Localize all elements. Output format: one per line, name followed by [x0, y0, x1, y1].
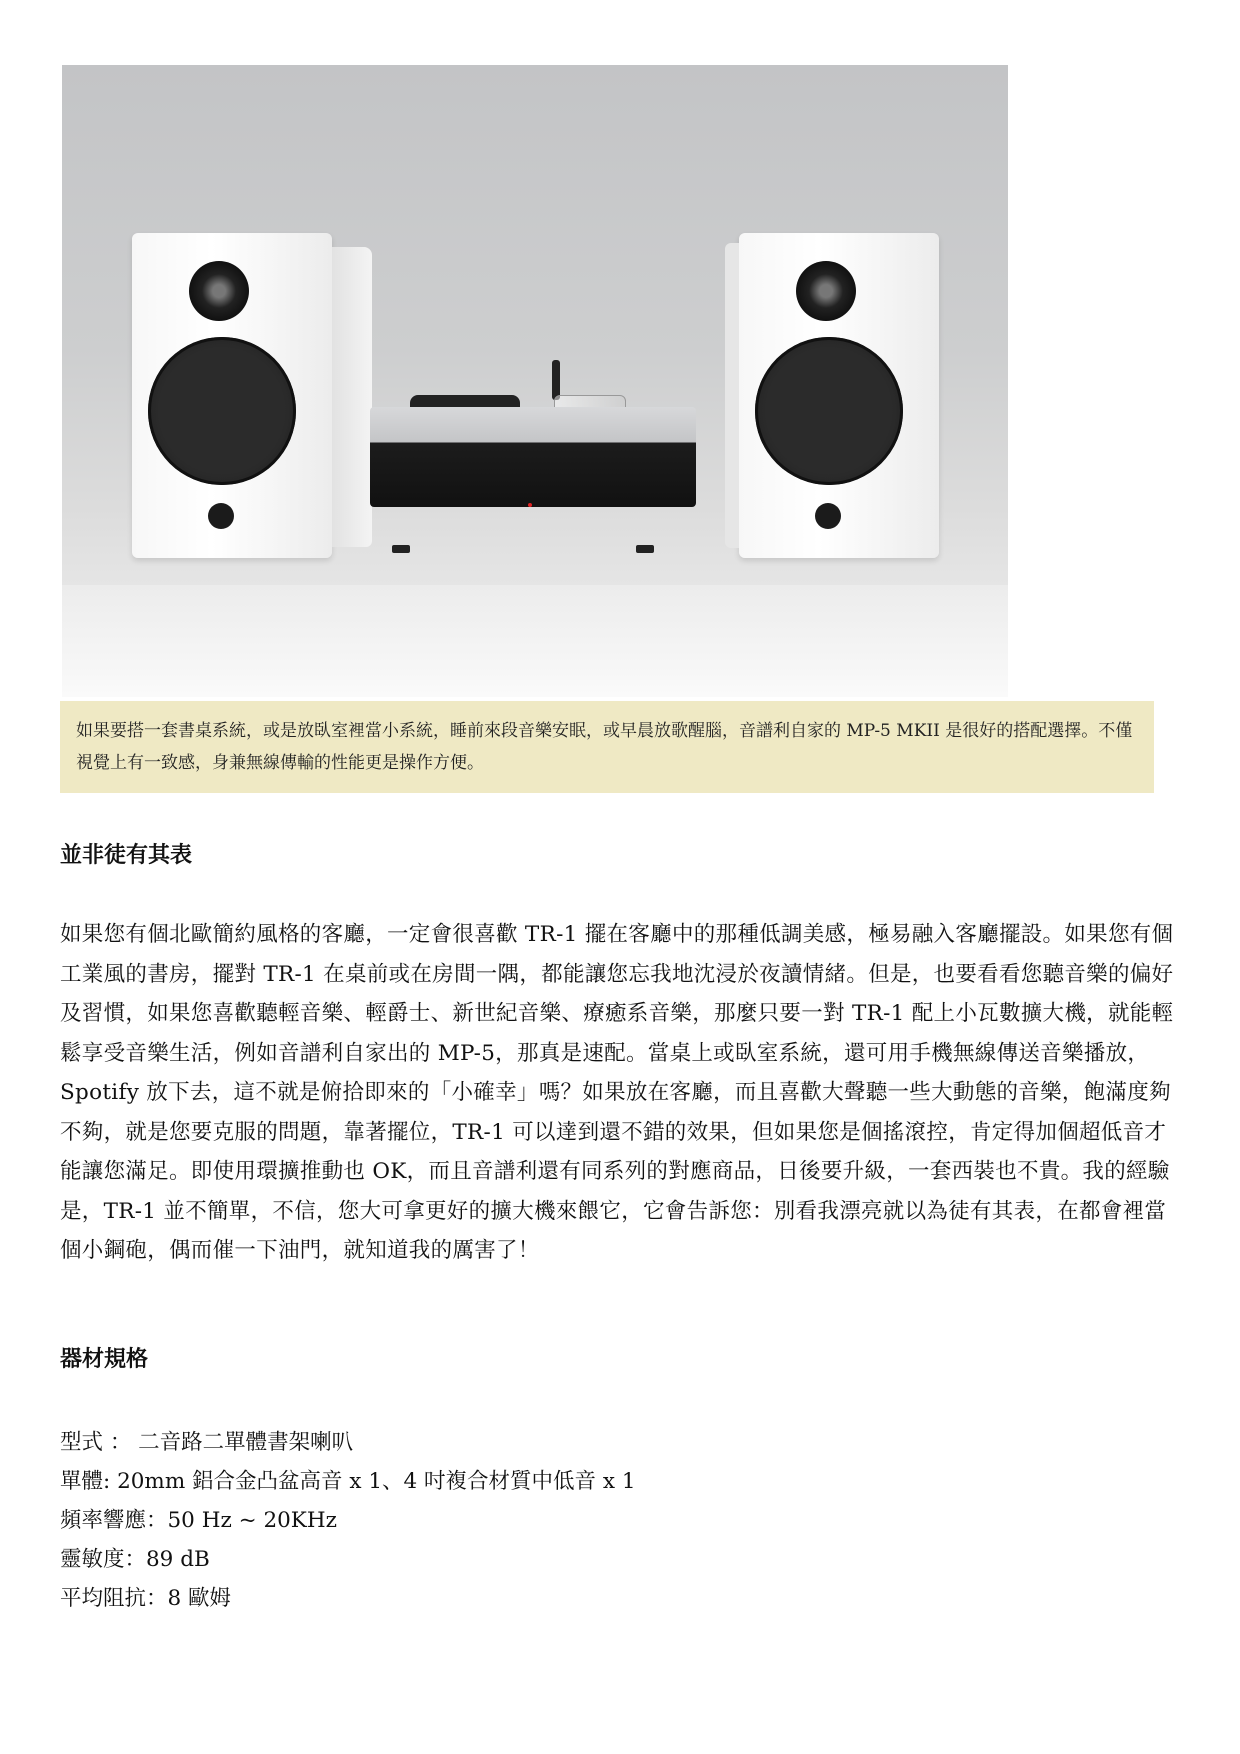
right-speaker — [739, 233, 939, 558]
spec-item-impedance: 平均阻抗：8 歐姆 — [60, 1586, 232, 1611]
section-body-1: 如果您有個北歐簡約風格的客廳，一定會很喜歡 TR-1 擺在客廳中的那種低調美感，極易融入客廳擺設。如果您有個工業風的書房，擺對 TR-1 在桌前或在房間一隅，都能讓您忘我地沈浸於夜讀情緒。但是，也要看看您聽音樂的偏好及習慣，如果您喜歡聽輕音樂、輕爵士、新世紀音樂、療癒系音樂，那麼只要一對 TR-1 配上小瓦數擴大機，就能輕鬆享受音樂生活，例如音譜利自家出的 MP-5，那真是速配。當桌上或臥室系統，還可用手機無線傳送音樂播放，Spotify 放下去，這不就是俯拾即來的「小確幸」嗎？如果放在客廳，而且喜歡大聲聽一些大動態的音樂，飽滿度夠不夠，就是您要克服的問題，靠著擺位，TR-1 可以達到還不錯的效果，但如果您是個搖滾控，肯定得加個超低音才能讓您滿足。即使用環擴推動也 OK，而且音譜利還有同系列的對應商品，日後要升級，一套西裝也不貴。我的經驗是，TR-1 並不簡單，不信，您大可拿更好的擴大機來餵它，它會告訴您：別看我漂亮就以為徒有其表，在都會裡當個小鋼砲，偶而催一下油門，就知道我的厲害了！ — [60, 922, 1174, 1263]
spec-item-type: 型式 ： 二音路二單體書架喇叭 — [60, 1430, 354, 1455]
spec-item-frequency: 頻率響應：50 Hz ~ 20KHz — [60, 1508, 337, 1533]
left-woofer — [148, 337, 296, 485]
left-tweeter — [189, 261, 249, 321]
spec-list — [60, 1423, 636, 1618]
spec-item-drivers: 單體: 20mm 鋁合金凸盆高音 x 1、4 吋複合材質中低音 x 1 — [60, 1469, 636, 1494]
amp-led — [528, 503, 532, 507]
product-photo — [62, 65, 1008, 697]
left-speaker — [132, 233, 332, 558]
amp-foot — [636, 545, 654, 553]
section-heading-2: 器材規格 — [60, 1347, 149, 1372]
spec-item-sensitivity: 靈敏度：89 dB — [60, 1547, 210, 1572]
right-tweeter — [796, 261, 856, 321]
section-heading-1: 並非徒有其表 — [60, 843, 193, 868]
photo-floor — [62, 585, 1008, 697]
photo-caption: 如果要搭一套書桌系統，或是放臥室裡當小系統，睡前來段音樂安眠，或早晨放歌醒腦，音譜利自家的 MP-5 MKII 是很好的搭配選擇。不僅視覺上有一致感，身兼無線傳輸的性能更是操作方便。 — [60, 701, 1154, 793]
amp-antenna — [552, 360, 560, 400]
tube-amplifier — [370, 407, 696, 507]
left-logo-badge — [208, 503, 234, 529]
right-logo-badge — [815, 503, 841, 529]
right-woofer — [755, 337, 903, 485]
amp-foot — [392, 545, 410, 553]
